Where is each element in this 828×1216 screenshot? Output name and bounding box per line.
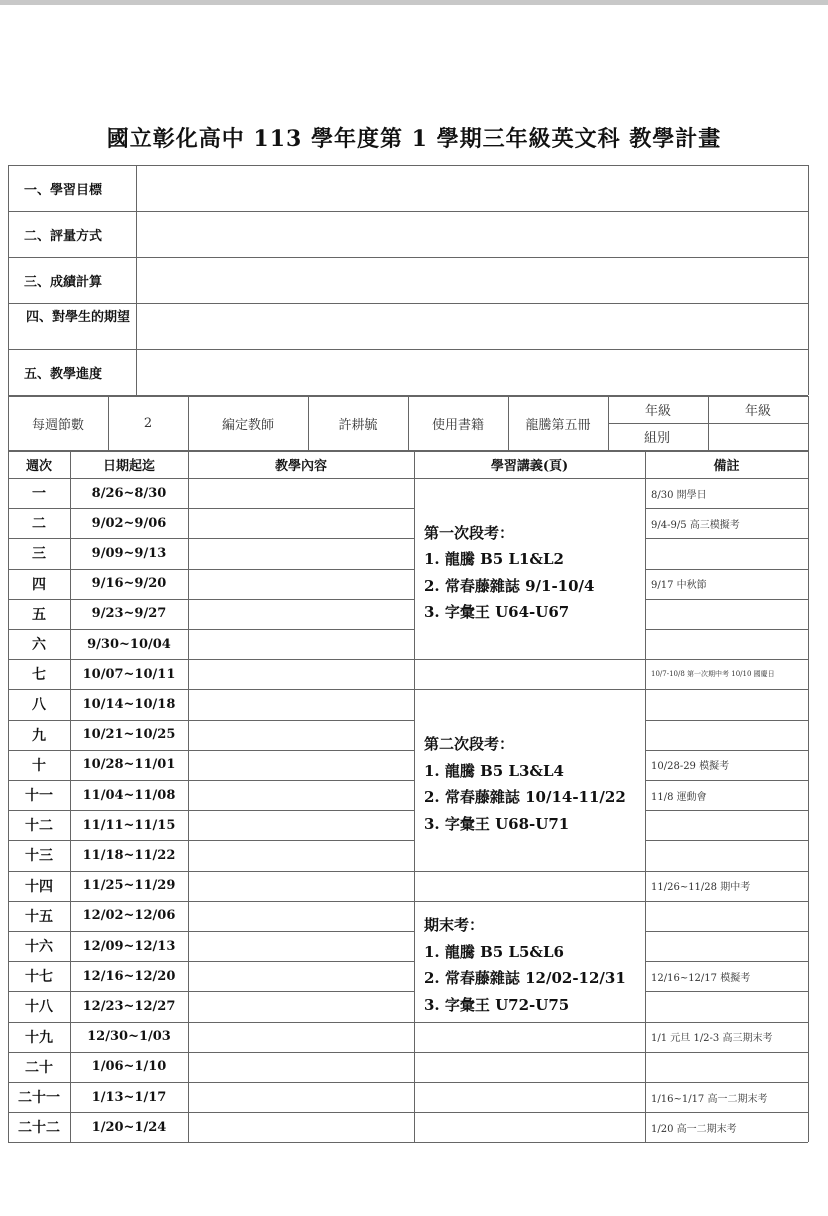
exam-item: 1. 龍騰 B5 L5&L6 — [424, 942, 564, 961]
remark: 1/16~1/17 高一二期末考 — [651, 1093, 768, 1105]
grid-line — [8, 396, 9, 451]
date-range: 1/13~1/17 — [91, 1089, 167, 1105]
date-range: 12/16~12/20 — [82, 968, 176, 984]
remark: 11/26~11/28 期中考 — [651, 882, 751, 894]
exam-item: 1. 龍騰 B5 L1&L2 — [424, 550, 564, 569]
date-range: 10/14~10/18 — [82, 696, 176, 712]
section-content — [136, 165, 808, 211]
date-range: 9/30~10/04 — [87, 636, 171, 652]
remark: 10/28-29 模擬考 — [651, 761, 730, 773]
grid-line — [8, 689, 414, 690]
grid-line — [645, 1052, 808, 1053]
grid-line — [645, 810, 808, 811]
remark: 10/7-10/8 第一次期中考 10/10 國慶日 — [651, 670, 775, 679]
grid-line — [8, 629, 414, 630]
remark — [645, 840, 808, 870]
grid-line — [8, 1082, 414, 1083]
grid-line — [414, 1142, 645, 1143]
grid-line — [645, 629, 808, 630]
grid-line — [645, 538, 808, 539]
grid-line — [408, 396, 409, 451]
teaching-content — [188, 569, 414, 599]
grid-line — [645, 931, 808, 932]
week-number: 一 — [32, 486, 46, 503]
remark — [645, 810, 808, 840]
grid-line — [8, 931, 414, 932]
remark: 8/30 開學日 — [651, 489, 707, 501]
grid-line — [8, 451, 9, 1142]
date-range: 9/02~9/06 — [91, 515, 167, 531]
grid-line — [645, 961, 808, 962]
teaching-content — [188, 991, 414, 1021]
teaching-content — [188, 840, 414, 870]
section-content — [136, 257, 808, 303]
grid-line — [414, 1082, 645, 1083]
grid-line — [8, 1052, 414, 1053]
schedule-header: 學習講義(頁) — [490, 459, 569, 474]
date-range: 12/23~12/27 — [82, 998, 176, 1014]
group-value — [708, 423, 808, 450]
grid-line — [8, 961, 414, 962]
grid-line — [414, 451, 415, 1142]
grid-line — [8, 659, 414, 660]
week-number: 十五 — [25, 908, 53, 925]
exam-item: 2. 常春藤雜誌 12/02-12/31 — [424, 969, 626, 988]
week-number: 二十一 — [18, 1090, 60, 1107]
week-number: 十四 — [25, 878, 53, 895]
section-content — [136, 211, 808, 257]
teaching-content — [188, 1082, 414, 1112]
date-range: 11/11~11/15 — [82, 817, 176, 833]
date-range: 1/20~1/24 — [91, 1119, 167, 1135]
grid-line — [645, 840, 808, 841]
date-range: 12/02~12/06 — [82, 908, 176, 924]
section-content — [136, 303, 808, 349]
grid-line — [645, 871, 808, 872]
grid-line — [8, 1022, 414, 1023]
grid-line — [108, 396, 109, 451]
book-value: 龍騰第五冊 — [525, 417, 591, 433]
date-range: 12/30~1/03 — [87, 1029, 171, 1045]
grid-line — [645, 1142, 808, 1143]
remark — [645, 689, 808, 719]
grid-line — [8, 257, 808, 258]
teaching-content — [188, 780, 414, 810]
grid-line — [8, 165, 808, 166]
section-label: 四、對學生的期望 — [26, 310, 131, 325]
remark — [645, 629, 808, 659]
teaching-content — [188, 1052, 414, 1082]
grid-line — [8, 720, 414, 721]
teaching-content — [188, 750, 414, 780]
teacher-value: 許耕毓 — [338, 417, 378, 433]
schedule-header: 備註 — [713, 459, 740, 474]
grid-line — [8, 508, 414, 509]
weekly-hours-label: 每週節數 — [31, 417, 84, 433]
teaching-content — [188, 720, 414, 750]
date-range: 11/18~11/22 — [82, 847, 176, 863]
date-range: 9/23~9/27 — [91, 606, 167, 622]
week-number: 八 — [32, 697, 46, 714]
remark: 9/17 中秋節 — [651, 580, 707, 592]
grid-line — [8, 810, 414, 811]
grid-line — [8, 1142, 414, 1143]
grid-line — [8, 1112, 414, 1113]
grid-line — [8, 599, 414, 600]
teaching-content — [188, 871, 414, 901]
teaching-content — [188, 629, 414, 659]
grid-line — [608, 396, 609, 451]
date-range: 1/06~1/10 — [91, 1059, 167, 1075]
grid-line — [8, 211, 808, 212]
exam-heading: 期末考： — [424, 916, 485, 935]
schedule-header: 教學內容 — [274, 459, 327, 474]
grid-line — [8, 349, 808, 350]
grid-line — [414, 1022, 645, 1023]
grid-line — [645, 599, 808, 600]
schedule-header: 週次 — [25, 459, 52, 474]
grid-line — [8, 840, 414, 841]
week-number: 七 — [32, 667, 46, 684]
exam-item: 3. 字彙王 U72-U75 — [424, 995, 570, 1014]
grid-line — [645, 720, 808, 721]
grid-line — [8, 569, 414, 570]
grade-label: 年級 — [644, 404, 671, 419]
week-number: 十九 — [25, 1029, 53, 1046]
grid-line — [645, 508, 808, 509]
remark — [645, 991, 808, 1021]
teaching-content — [188, 689, 414, 719]
section-label: 二、評量方式 — [24, 228, 103, 244]
week-number: 十三 — [25, 848, 53, 865]
schedule-header: 日期起迄 — [102, 459, 155, 474]
week-number: 三 — [32, 546, 46, 563]
exam-item: 3. 字彙王 U64-U67 — [424, 603, 570, 622]
teaching-content — [188, 810, 414, 840]
grid-line — [645, 780, 808, 781]
grid-line — [645, 901, 808, 902]
grid-line — [645, 451, 646, 1142]
exam-item: 2. 常春藤雜誌 10/14-11/22 — [424, 788, 626, 806]
teaching-content — [188, 508, 414, 538]
remark — [645, 538, 808, 568]
week-number: 六 — [32, 637, 46, 654]
grid-line — [414, 659, 645, 660]
remark: 11/8 運動會 — [651, 791, 707, 803]
grid-line — [414, 901, 645, 902]
section-content — [136, 349, 808, 395]
exam-item: 1. 龍騰 B5 L3&L4 — [424, 761, 564, 780]
grid-line — [645, 1112, 808, 1113]
grid-line — [70, 451, 71, 1142]
week-number: 五 — [32, 606, 46, 623]
grid-line — [8, 165, 9, 395]
grid-line — [8, 991, 414, 992]
grid-line — [8, 901, 414, 902]
remark: 9/4-9/5 高三模擬考 — [651, 519, 740, 531]
week-number: 二十 — [25, 1059, 53, 1076]
section-label: 五、教學進度 — [24, 366, 103, 382]
grid-line — [8, 750, 414, 751]
exam-block — [424, 912, 626, 1018]
date-range: 9/09~9/13 — [91, 545, 167, 561]
grid-line — [414, 1052, 645, 1053]
teaching-content — [188, 1112, 414, 1142]
exam-heading: 第一次段考： — [424, 523, 515, 542]
grid-line — [645, 569, 808, 570]
exam-item: 3. 字彙王 U68-U71 — [424, 814, 570, 833]
grid-line — [508, 396, 509, 451]
date-range: 10/07~10/11 — [82, 666, 176, 682]
grid-line — [308, 396, 309, 451]
grid-line — [645, 991, 808, 992]
date-range: 10/21~10/25 — [82, 727, 176, 743]
remark: 1/20 高一二期末考 — [651, 1123, 737, 1135]
remark — [645, 931, 808, 961]
section-label: 一、學習目標 — [24, 182, 103, 198]
grid-line — [645, 689, 808, 690]
grid-line — [808, 396, 809, 451]
weekly-hours-value: 2 — [143, 415, 153, 431]
grid-line — [8, 303, 808, 304]
week-number: 十二 — [25, 818, 53, 835]
grid-line — [136, 165, 137, 395]
top-status-bar — [0, 0, 828, 5]
week-number: 十七 — [25, 969, 53, 986]
grid-line — [8, 538, 414, 539]
grid-line — [188, 451, 189, 1142]
grid-line — [645, 750, 808, 751]
date-range: 8/26~8/30 — [91, 485, 167, 501]
grid-line — [8, 871, 414, 872]
week-number: 十八 — [25, 999, 53, 1016]
grid-line — [808, 451, 809, 1142]
page-title: 國立彰化高中 113 學年度第 1 學期三年級英文科 教學計畫 — [106, 126, 722, 152]
remark: 12/16~12/17 模擬考 — [651, 972, 751, 984]
week-number: 四 — [32, 576, 46, 593]
grid-line — [645, 659, 808, 660]
exam-heading: 第二次段考： — [424, 735, 515, 753]
grid-line — [8, 478, 808, 479]
teaching-content — [188, 961, 414, 991]
date-range: 11/25~11/29 — [82, 878, 176, 894]
date-range: 10/28~11/01 — [82, 757, 176, 773]
remark: 1/1 元旦 1/2-3 高三期末考 — [651, 1033, 773, 1045]
exam-block — [424, 520, 594, 626]
section-label: 三、成績計算 — [24, 274, 103, 290]
teaching-content — [188, 478, 414, 508]
date-range: 11/04~11/08 — [82, 787, 176, 803]
teaching-content — [188, 901, 414, 931]
week-number: 九 — [32, 727, 46, 744]
grid-line — [645, 1082, 808, 1083]
week-number: 十六 — [25, 939, 53, 956]
teaching-content — [188, 599, 414, 629]
remark — [645, 1052, 808, 1082]
grid-line — [188, 396, 189, 451]
teaching-content — [188, 931, 414, 961]
teaching-content — [188, 1022, 414, 1052]
grid-line — [708, 396, 709, 451]
grid-line — [414, 871, 645, 872]
week-number: 二 — [32, 516, 46, 533]
grid-line — [414, 689, 645, 690]
week-number: 二十二 — [18, 1120, 60, 1137]
remark — [645, 901, 808, 931]
exam-item: 2. 常春藤雜誌 9/1-10/4 — [424, 576, 595, 595]
week-number: 十一 — [25, 788, 53, 805]
date-range: 9/16~9/20 — [91, 576, 167, 592]
date-range: 12/09~12/13 — [82, 938, 176, 954]
remark — [645, 720, 808, 750]
teaching-content — [188, 659, 414, 689]
remark — [645, 599, 808, 629]
exam-block — [424, 731, 626, 837]
teaching-content — [188, 538, 414, 568]
week-number: 十 — [32, 757, 46, 774]
grid-line — [414, 1112, 645, 1113]
book-label: 使用書籍 — [431, 417, 484, 433]
grid-line — [8, 780, 414, 781]
teacher-label: 編定教師 — [221, 417, 274, 433]
grid-line — [808, 165, 809, 395]
grade-value: 年級 — [744, 404, 771, 419]
group-label: 組別 — [644, 431, 671, 446]
grid-line — [645, 1022, 808, 1023]
